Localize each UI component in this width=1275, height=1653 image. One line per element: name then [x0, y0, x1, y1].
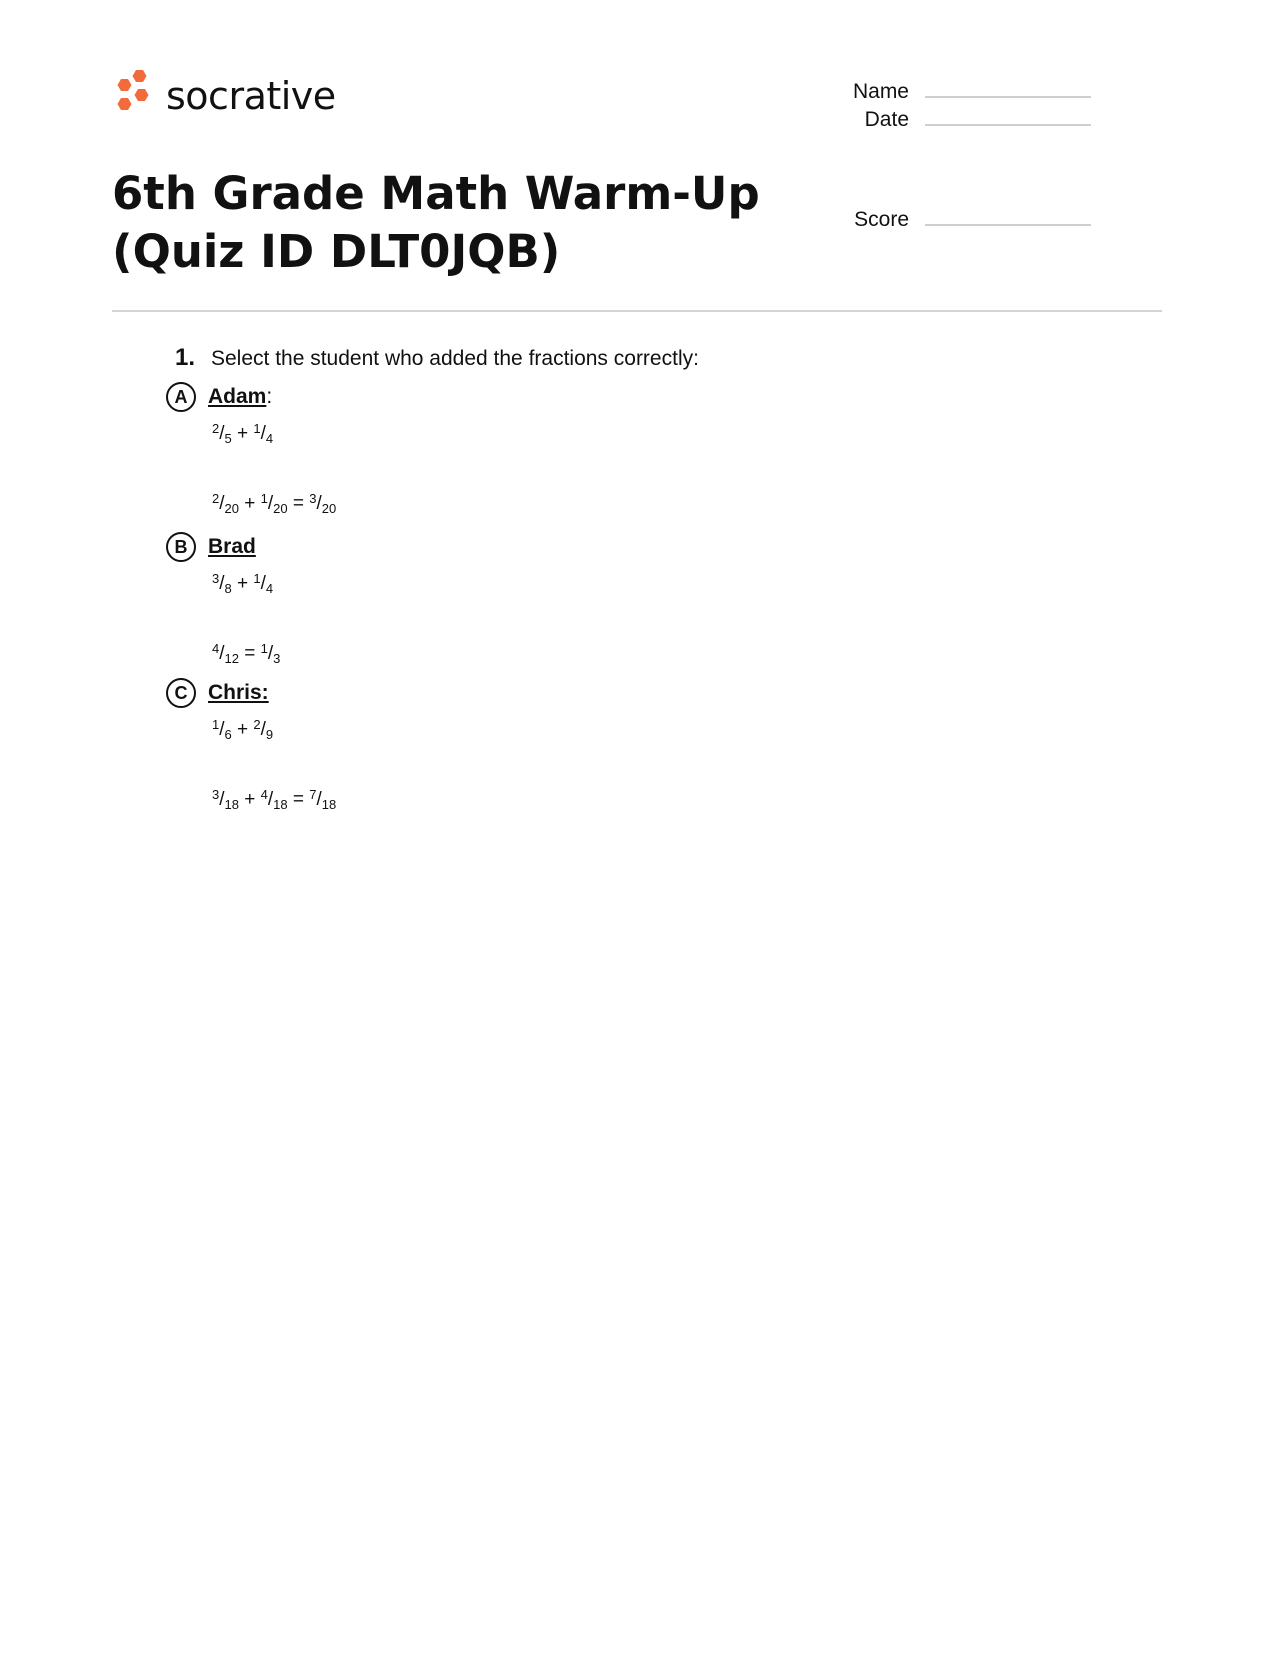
date-label: Date [864, 108, 909, 131]
denominator: 4 [265, 431, 274, 446]
denominator: 9 [265, 727, 274, 742]
fraction [212, 643, 239, 664]
header-divider [112, 310, 1162, 312]
numerator: 2 [212, 421, 220, 436]
numerator: 4 [260, 787, 268, 802]
work-line [212, 412, 336, 446]
denominator: 20 [321, 501, 337, 516]
option-a-label [208, 385, 272, 409]
denominator: 20 [273, 501, 288, 516]
denominator: 12 [224, 651, 239, 666]
numerator: 1 [260, 641, 268, 656]
numerator: 2 [253, 717, 261, 732]
question-text: Select the student who added the fractions correctly: [211, 347, 699, 370]
option-b-circle[interactable]: B [166, 532, 196, 562]
name-label: Name [852, 80, 909, 103]
score-input-line[interactable] [925, 223, 1091, 226]
fraction [261, 493, 288, 514]
option-a[interactable] [166, 382, 336, 516]
operator: + [238, 493, 261, 514]
numerator: 2 [212, 491, 220, 506]
option-c-work [212, 708, 336, 812]
fraction [261, 789, 288, 810]
name-suffix: : [266, 385, 273, 408]
fraction [212, 423, 232, 444]
score-label: Score [854, 208, 909, 231]
fraction-slash: / [219, 719, 225, 740]
name-field[interactable] [789, 80, 1091, 104]
date-field[interactable] [789, 108, 1091, 132]
fraction [212, 719, 232, 740]
denominator: 3 [273, 651, 281, 666]
operator: = [287, 493, 310, 514]
denominator: 6 [224, 727, 232, 742]
fraction [261, 643, 281, 664]
denominator: 4 [265, 581, 274, 596]
option-b-label [208, 535, 256, 559]
operator: + [231, 423, 254, 444]
fraction-slash: / [267, 643, 274, 664]
option-c[interactable] [166, 678, 336, 812]
fraction-slash: / [267, 493, 274, 514]
question-1 [175, 344, 699, 372]
work-line [212, 708, 336, 742]
option-a-work [212, 412, 336, 516]
name-input-line[interactable] [925, 95, 1091, 98]
fraction [212, 493, 239, 514]
operator: + [231, 573, 254, 594]
fraction-slash: / [219, 423, 225, 444]
denominator: 8 [224, 581, 232, 596]
option-b[interactable] [166, 532, 280, 666]
fraction-slash: / [219, 643, 225, 664]
numerator: 1 [253, 421, 261, 436]
option-c-circle[interactable]: C [166, 678, 196, 708]
work-line [212, 562, 280, 596]
denominator: 18 [224, 797, 239, 812]
operator: = [287, 789, 310, 810]
numerator: 1 [212, 717, 220, 732]
fraction [212, 573, 232, 594]
fraction-slash: / [260, 423, 266, 444]
work-line [212, 632, 280, 666]
denominator: 18 [273, 797, 288, 812]
fraction [253, 719, 273, 740]
header [112, 70, 336, 122]
denominator: 5 [224, 431, 232, 446]
fraction [309, 493, 336, 514]
denominator: 20 [224, 501, 239, 516]
fraction-slash: / [316, 789, 322, 810]
question-number: 1. [175, 344, 196, 371]
socrative-logo [112, 70, 336, 122]
fraction [253, 573, 273, 594]
date-input-line[interactable] [925, 123, 1091, 126]
operator: = [238, 643, 261, 664]
numerator: 3 [212, 571, 220, 586]
student-name: Chris: [208, 681, 269, 704]
denominator: 18 [321, 797, 337, 812]
student-name: Brad [208, 535, 256, 558]
option-b-work [212, 562, 280, 666]
work-line [212, 778, 336, 812]
option-a-circle[interactable]: A [166, 382, 196, 412]
page-title: 6th Grade Math Warm-Up (Quiz ID DLT0JQB) [112, 167, 760, 278]
operator: + [238, 789, 261, 810]
numerator: 4 [212, 641, 220, 656]
fraction-slash: / [219, 493, 225, 514]
numerator: 3 [309, 491, 317, 506]
operator: + [231, 719, 254, 740]
fraction-slash: / [267, 789, 274, 810]
fraction-slash: / [219, 789, 225, 810]
work-line [212, 482, 336, 516]
student-name: Adam [208, 385, 267, 408]
brand-name: socrative [166, 74, 336, 118]
fraction-slash: / [219, 573, 225, 594]
numerator: 1 [253, 571, 261, 586]
fraction-slash: / [316, 493, 322, 514]
fraction [212, 789, 239, 810]
hexagon-cluster-icon [112, 70, 156, 122]
option-c-label [208, 681, 269, 705]
fraction [253, 423, 273, 444]
numerator: 3 [212, 787, 220, 802]
numerator: 1 [260, 491, 268, 506]
fraction-slash: / [260, 719, 266, 740]
fraction [309, 789, 336, 810]
numerator: 7 [309, 787, 317, 802]
fraction-slash: / [260, 573, 266, 594]
